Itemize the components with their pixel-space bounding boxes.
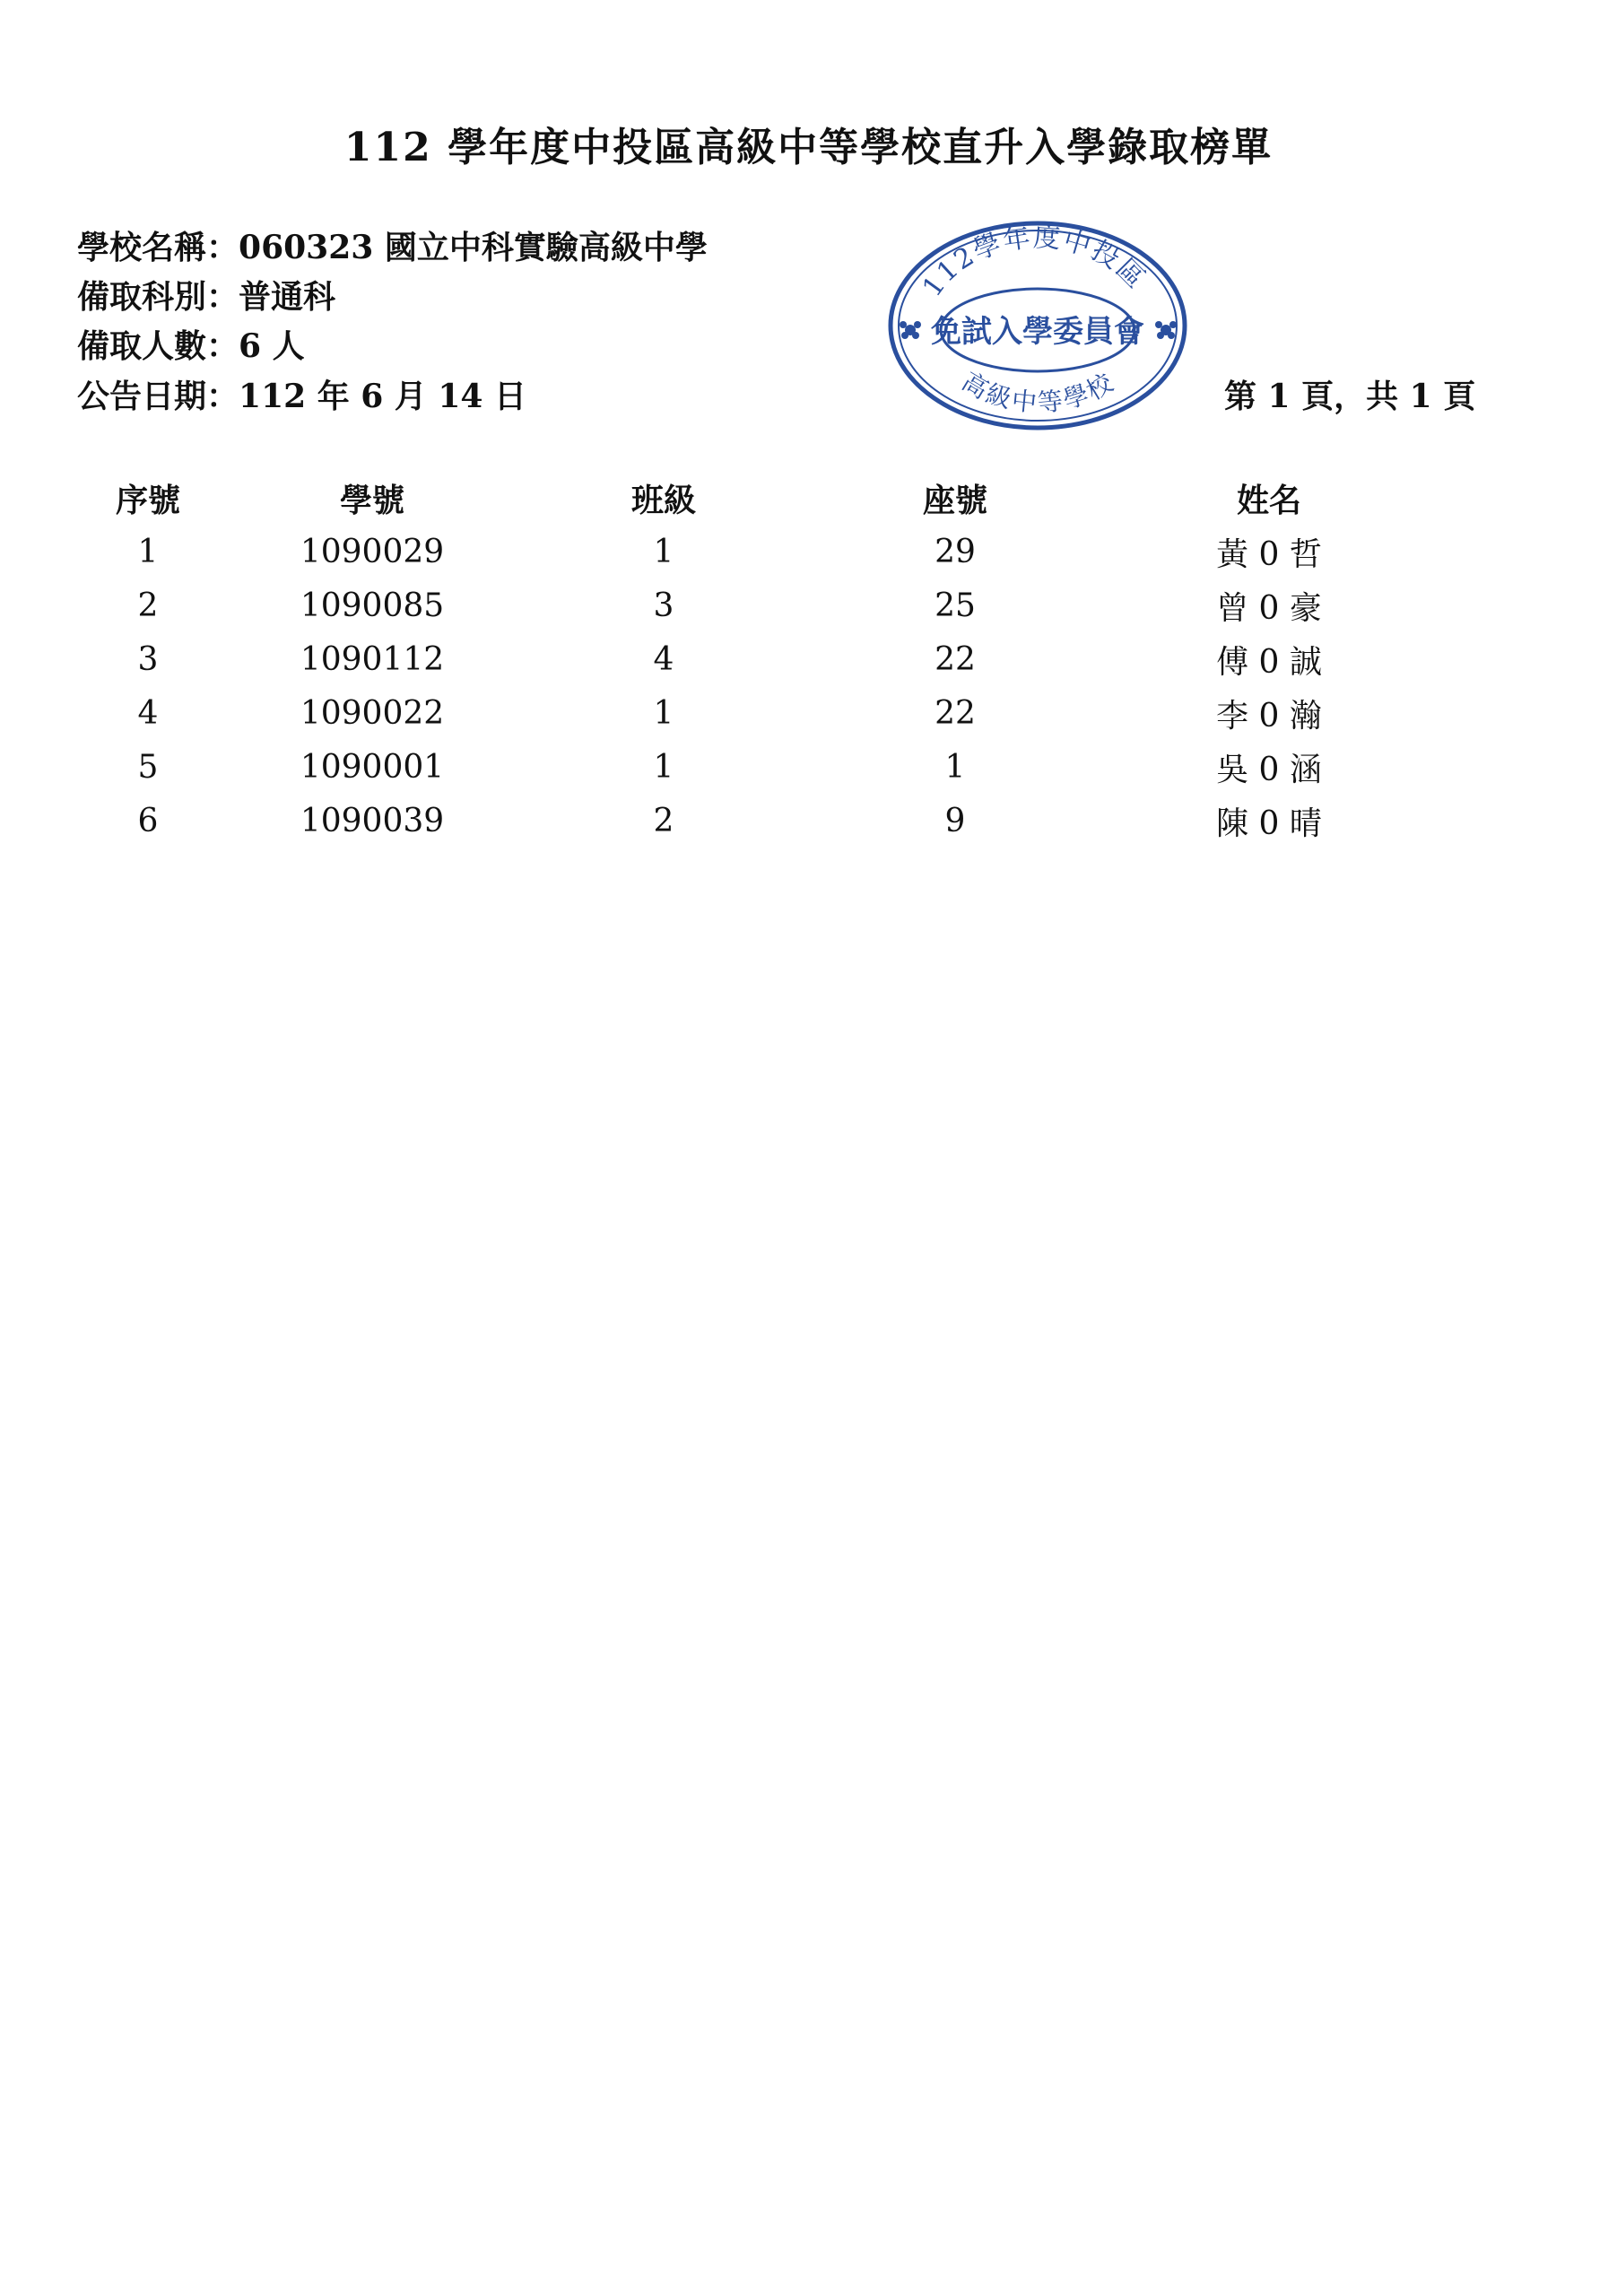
table-row [81, 632, 1426, 686]
date-line [77, 380, 526, 413]
school-name-line [77, 231, 708, 264]
committee-seal-stamp [883, 215, 1193, 435]
cell-student-id: 1090112 [300, 640, 445, 678]
cell-serial: 4 [137, 694, 159, 732]
cell-seat: 29 [935, 533, 976, 570]
cell-name: 陳 0 晴 [1216, 804, 1322, 842]
cell-student-id: 1090022 [300, 694, 445, 732]
seal-center-text: 免試入學委員會 [931, 314, 1144, 350]
table-row [81, 525, 1426, 578]
cell-seat: 25 [935, 587, 976, 624]
count-line [77, 327, 305, 365]
cell-student-id: 1090001 [300, 748, 445, 786]
seal-top-text: 112學年度中投區 [916, 222, 1152, 303]
table-row [81, 578, 1426, 632]
cell-class: 1 [653, 694, 674, 732]
school-name-value: 060323 國立中科實驗高級中學 [239, 229, 708, 266]
program-label: 備取科別： [77, 278, 239, 316]
header-student-id: 學號 [339, 481, 404, 519]
cell-seat: 9 [944, 802, 966, 839]
cell-seat: 1 [944, 748, 966, 786]
cell-student-id: 1090085 [300, 587, 445, 624]
program-line [77, 278, 336, 316]
cell-class: 4 [653, 640, 674, 678]
cell-class: 1 [653, 533, 674, 570]
cell-student-id: 1090039 [300, 802, 445, 839]
cell-name: 傅 0 誠 [1216, 643, 1322, 681]
header-name: 姓名 [1236, 481, 1301, 519]
cell-student-id: 1090029 [300, 533, 445, 570]
school-name-label: 學校名稱： [77, 229, 239, 266]
cell-class: 2 [653, 802, 674, 839]
cell-name: 黃 0 哲 [1216, 535, 1322, 573]
cell-name: 曾 0 豪 [1216, 589, 1322, 627]
cell-serial: 6 [137, 802, 159, 839]
count-value: 6 人 [239, 327, 305, 365]
table-header-row [81, 471, 1426, 525]
table-row [81, 794, 1426, 848]
plum-blossom-icon [1155, 321, 1177, 339]
date-label: 公告日期： [77, 378, 239, 415]
program-value: 普通科 [239, 278, 336, 316]
plum-blossom-icon [900, 321, 921, 339]
header-class: 班級 [630, 481, 696, 519]
cell-class: 1 [653, 748, 674, 786]
page-indicator: 第 1 頁，共 1 頁 [1224, 378, 1476, 415]
table-row [81, 686, 1426, 740]
cell-name: 吳 0 涵 [1216, 751, 1322, 788]
cell-serial: 2 [137, 587, 159, 624]
cell-serial: 3 [137, 640, 159, 678]
page-title: 112 學年度中投區高級中等學校直升入學錄取榜單 [343, 125, 1274, 170]
admission-list-table [81, 471, 1426, 848]
cell-serial: 5 [137, 748, 159, 786]
cell-seat: 22 [935, 640, 976, 678]
cell-serial: 1 [137, 533, 159, 570]
cell-name: 李 0 瀚 [1216, 697, 1322, 735]
header-serial: 序號 [115, 481, 180, 519]
cell-class: 3 [653, 587, 674, 624]
table-row [81, 740, 1426, 794]
seal-bottom-text: 高級中等學校 [956, 366, 1121, 419]
header-seat: 座號 [922, 481, 987, 519]
date-value: 112 年 6 月 14 日 [239, 378, 526, 415]
cell-seat: 22 [935, 694, 976, 732]
count-label: 備取人數： [77, 327, 239, 365]
